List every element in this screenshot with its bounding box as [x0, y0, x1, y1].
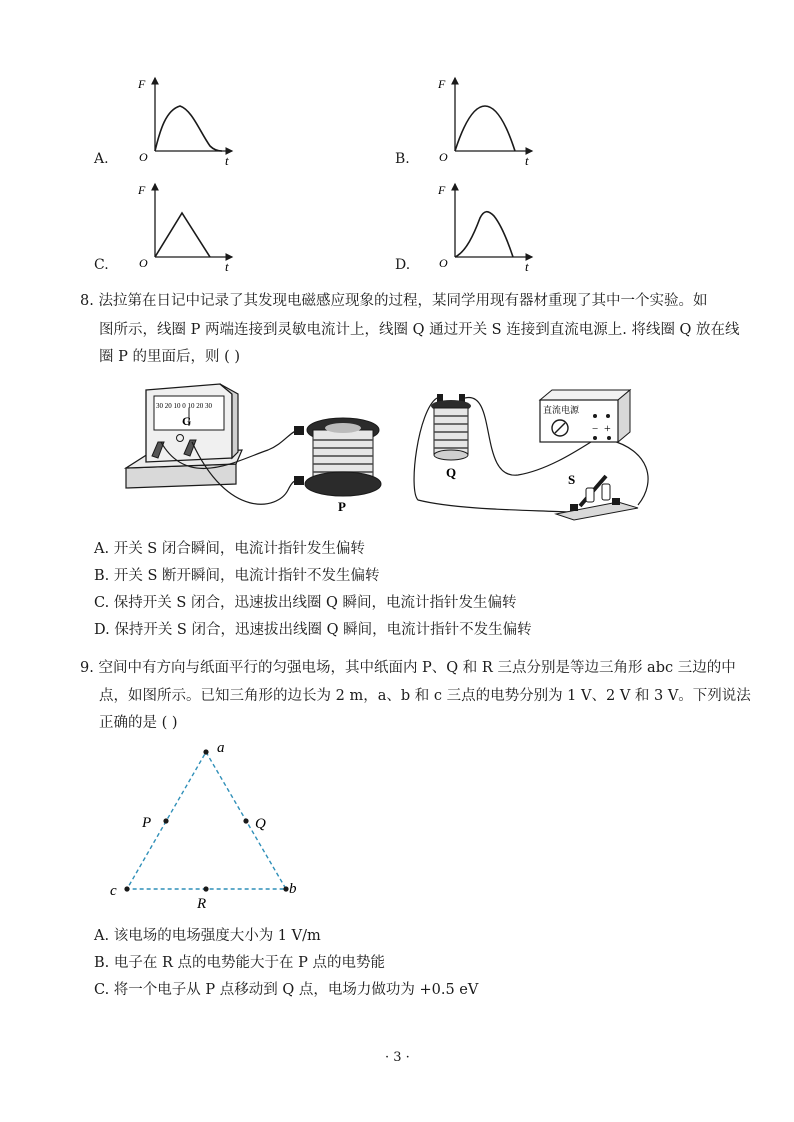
force-curve	[155, 213, 210, 257]
graph-c	[130, 176, 240, 276]
q8-stem-line3: 圈 P 的里面后，则 ( )	[99, 349, 241, 365]
power-plus: +	[604, 421, 611, 435]
q8-option-c: C. 保持开关 S 闭合，迅速拔出线圈 Q 瞬间，电流计指针发生偏转	[94, 595, 517, 611]
q8-option-a: A. 开关 S 闭合瞬间，电流计指针发生偏转	[94, 541, 365, 557]
coil-q-label: Q	[446, 465, 457, 480]
coil-q	[431, 394, 471, 460]
graph-a	[130, 70, 240, 170]
t-axis-label: t	[225, 153, 229, 168]
point-c	[124, 886, 129, 891]
force-curve	[455, 212, 513, 257]
graph-option-b-label: B.	[395, 151, 410, 167]
q8-option-d: D. 保持开关 S 闭合，迅速拔出线圈 Q 瞬间，电流计指针不发生偏转	[94, 622, 532, 638]
q9-stem-line1: 9. 空间中有方向与纸面平行的匀强电场，其中纸面内 P、Q 和 R 三点分别是等边三角形 abc 三边的中	[80, 660, 736, 676]
t-axis-label: t	[225, 259, 229, 274]
origin-label: O	[139, 150, 148, 164]
f-axis-label: F	[438, 77, 446, 91]
f-axis-label: F	[138, 77, 146, 91]
dc-power-supply	[540, 390, 630, 442]
power-supply-label: 直流电源	[543, 405, 580, 415]
q9-option-b: B. 电子在 R 点的电势能大于在 P 点的电势能	[94, 955, 385, 971]
t-axis-label: t	[525, 259, 529, 274]
graph-option-c-label: C.	[94, 257, 109, 273]
q8-stem-line1: 8. 法拉第在日记中记录了其发现电磁感应现象的过程，某同学用现有器材重现了其中一个实验。如	[80, 293, 708, 309]
label-r: R	[197, 896, 207, 912]
graph-option-d-label: D.	[395, 257, 411, 273]
q8-stem-line2: 图所示，线圈 P 两端连接到灵敏电流计上，线圈 Q 通过开关 S 连接到直流电源上. 将线圈 Q 放在线	[99, 322, 740, 338]
q8-option-b: B. 开关 S 断开瞬间，电流计指针不发生偏转	[94, 568, 380, 584]
f-axis-label: F	[138, 183, 146, 197]
q9-triangle-figure	[100, 735, 320, 915]
label-q: Q	[255, 816, 266, 832]
label-c: c	[110, 883, 117, 899]
coil-p-label: P	[338, 499, 346, 514]
q9-option-c: C. 将一个电子从 P 点移动到 Q 点，电场力做功为 +0.5 eV	[94, 982, 479, 998]
q9-stem-line2: 点，如图所示。已知三角形的边长为 2 m，a、b 和 c 三点的电势分别为 1 V、2 V 和 3 V。下列说法	[99, 688, 751, 704]
switch-label: S	[568, 472, 576, 487]
origin-label: O	[439, 150, 448, 164]
force-curve	[455, 106, 515, 151]
point-a	[203, 749, 208, 754]
point-r	[203, 886, 208, 891]
graph-b	[430, 70, 540, 170]
graph-option-a-label: A.	[94, 151, 109, 167]
label-a: a	[217, 740, 225, 756]
point-b	[283, 886, 288, 891]
galvanometer	[126, 384, 242, 488]
q9-option-a: A. 该电场的电场强度大小为 1 V/m	[94, 928, 321, 944]
galvanometer-label: G	[182, 414, 192, 428]
f-axis-label: F	[438, 183, 446, 197]
point-q	[243, 818, 248, 823]
origin-label: O	[439, 256, 448, 270]
graph-d	[430, 176, 540, 276]
q9-stem-line3: 正确的是 ( )	[99, 715, 178, 731]
q8-apparatus-figure	[118, 380, 658, 525]
galvanometer-scale: 30 20 10 0 10 20 30	[156, 402, 212, 410]
page-number: · 3 ·	[385, 1050, 410, 1065]
t-axis-label: t	[525, 153, 529, 168]
origin-label: O	[139, 256, 148, 270]
point-p	[163, 818, 168, 823]
wire-power-to-switch	[610, 440, 648, 505]
label-b: b	[289, 881, 297, 897]
label-p: P	[142, 815, 152, 831]
power-minus: −	[592, 423, 599, 435]
force-curve	[155, 106, 222, 151]
coil-p	[294, 418, 381, 496]
